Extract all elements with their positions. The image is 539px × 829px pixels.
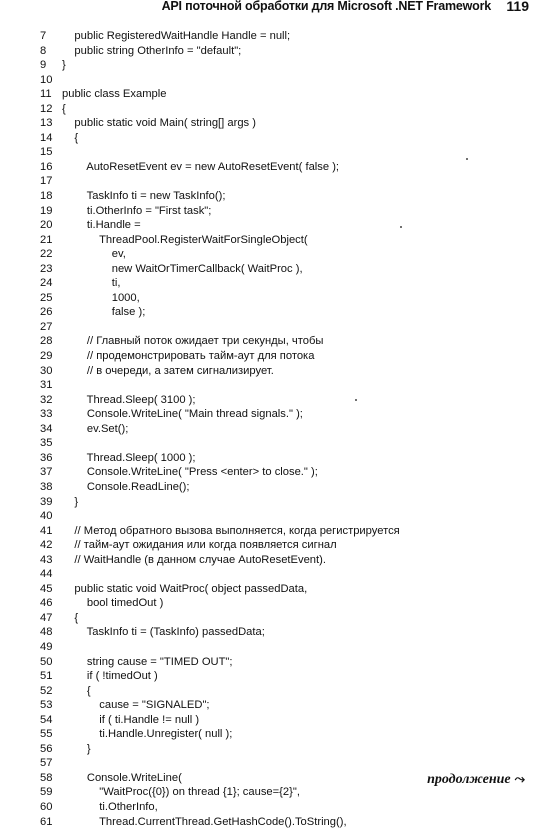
code-line [40,87,520,102]
line-number: 19 [40,204,53,217]
code-text: { [62,684,91,697]
code-line [40,742,520,757]
code-line [40,58,520,73]
line-number: 42 [40,539,53,552]
code-line [40,145,520,160]
line-number: 41 [40,524,53,537]
code-line [40,582,520,597]
code-text: ti.OtherInfo = "First task"; [62,204,212,217]
code-line [40,436,520,451]
code-line [40,524,520,539]
line-number: 57 [40,757,53,770]
line-number: 17 [40,175,53,188]
line-number: 49 [40,640,53,653]
running-title: API поточной обработки для Microsoft .NET Framework [161,0,491,13]
code-text: Console.WriteLine( "Press <enter> to close." ); [62,466,318,479]
line-number: 58 [40,771,53,784]
code-text: string cause = "TIMED OUT"; [62,655,233,668]
line-number: 18 [40,190,53,203]
code-line [40,625,520,640]
line-number: 56 [40,742,53,755]
scan-speck [400,226,402,228]
line-number: 53 [40,699,53,712]
code-text: TaskInfo ti = new TaskInfo(); [62,190,226,203]
scan-speck [355,399,357,401]
continued-footer [427,771,525,788]
code-text: if ( !timedOut ) [62,670,158,683]
line-number: 46 [40,597,53,610]
code-line [40,611,520,626]
code-line [40,407,520,422]
code-line [40,451,520,466]
code-text: ev.Set(); [62,422,129,435]
line-number: 24 [40,277,53,290]
line-number: 11 [40,88,52,101]
line-number: 59 [40,786,53,799]
line-number: 32 [40,393,53,406]
line-number: 37 [40,466,53,479]
code-text: ti, [62,277,121,290]
code-text: ti.Handle.Unregister( null ); [62,728,233,741]
code-text: ThreadPool.RegisterWaitForSingleObject( [62,233,308,246]
line-number: 10 [40,73,53,86]
code-line [40,174,520,189]
code-line [40,364,520,379]
page-number: 119 [506,0,529,14]
code-text: ti.OtherInfo, [62,800,158,813]
code-line [40,393,520,408]
line-number: 34 [40,422,53,435]
code-listing [40,29,520,829]
code-line [40,538,520,553]
line-number: 12 [40,102,53,115]
code-text: bool timedOut ) [62,597,164,610]
code-text: Thread.Sleep( 1000 ); [62,451,196,464]
line-number: 9 [40,59,47,72]
line-number: 29 [40,350,53,363]
line-number: 23 [40,262,53,275]
line-number: 52 [40,684,53,697]
code-text: public RegisteredWaitHandle Handle = null; [62,30,291,42]
line-number: 14 [40,131,53,144]
page-header [0,0,539,16]
code-line [40,116,520,131]
line-number: 60 [40,800,53,813]
code-line [40,305,520,320]
code-text: // Метод обратного вызова выполняется, когда регистрируется [62,524,400,537]
code-text: { [62,131,79,144]
code-text: if ( ti.Handle != null ) [62,713,200,726]
code-text: // продемонстрировать тайм-аут для потока [62,350,315,363]
code-text: } [62,742,91,755]
line-number: 39 [40,495,53,508]
line-number: 48 [40,626,53,639]
line-number: 27 [40,320,53,333]
line-number: 50 [40,655,53,668]
code-text: new WaitOrTimerCallback( WaitProc ), [62,262,303,275]
code-text: cause = "SIGNALED"; [62,699,210,712]
code-line [40,349,520,364]
line-number: 36 [40,451,53,464]
code-text: } [62,59,66,72]
code-text: Console.WriteLine( [62,771,182,784]
line-number: 26 [40,306,53,319]
code-line [40,378,520,393]
line-number: 43 [40,553,53,566]
code-text: public static void WaitProc( object passedData, [62,582,308,595]
line-number: 38 [40,480,53,493]
line-number: 13 [40,117,53,130]
code-text: TaskInfo ti = (TaskInfo) passedData; [62,626,265,639]
code-text: "WaitProc({0}) on thread {1}; cause={2}", [62,786,300,799]
code-line [40,320,520,335]
line-number: 28 [40,335,53,348]
code-text: Console.WriteLine( "Main thread signals." ); [62,408,303,421]
code-text: ti.Handle = [62,219,141,232]
code-text: public static void Main( string[] args ) [62,117,256,130]
code-line [40,218,520,233]
code-text: false ); [62,306,146,319]
code-line [40,233,520,248]
code-text: AutoResetEvent ev = new AutoResetEvent( false ); [62,160,340,173]
code-line [40,160,520,175]
line-number: 31 [40,379,53,392]
code-line [40,756,520,771]
code-line [40,698,520,713]
code-line [40,815,520,829]
code-line [40,189,520,204]
code-text: // тайм-аут ожидания или когда появляется сигнал [62,539,337,552]
line-number: 45 [40,582,53,595]
line-number: 8 [40,44,47,57]
line-number: 61 [40,815,53,828]
line-number: 55 [40,728,53,741]
line-number: 20 [40,219,53,232]
line-number: 21 [40,233,53,246]
code-text: // Главный поток ожидает три секунды, чтобы [62,335,324,348]
code-line [40,553,520,568]
code-text: } [62,495,79,508]
code-line [40,131,520,146]
line-number: 22 [40,248,53,261]
code-line [40,247,520,262]
line-number: 15 [40,146,53,159]
line-number: 16 [40,160,53,173]
line-number: 7 [40,30,47,42]
line-number: 33 [40,408,53,421]
code-line [40,684,520,699]
line-number: 47 [40,611,53,624]
scan-speck [466,158,468,160]
code-line [40,102,520,117]
code-line [40,73,520,88]
code-line [40,727,520,742]
line-number: 25 [40,291,53,304]
code-text: Thread.CurrentThread.GetHashCode().ToString(), [62,815,347,828]
code-line [40,655,520,670]
line-number: 30 [40,364,53,377]
continued-arrow-icon: ⤳ [514,771,525,786]
code-text: Thread.Sleep( 3100 ); [62,393,196,406]
code-text: Console.ReadLine(); [62,480,190,493]
code-line [40,291,520,306]
code-text: 1000, [62,291,140,304]
code-line [40,29,520,44]
code-text: { [62,102,66,115]
code-line [40,204,520,219]
code-line [40,495,520,510]
code-line [40,509,520,524]
code-line [40,640,520,655]
line-number: 54 [40,713,53,726]
code-text: ev, [62,248,126,261]
code-text: // в очереди, а затем сигнализирует. [62,364,274,377]
code-line [40,44,520,59]
code-line [40,276,520,291]
code-line [40,465,520,480]
continued-label: продолжение [427,772,511,787]
code-text: // WaitHandle (в данном случае AutoResetEvent). [62,553,326,566]
line-number: 51 [40,670,53,683]
code-line [40,669,520,684]
code-line [40,334,520,349]
code-line [40,262,520,277]
code-text: public class Example [62,88,167,101]
code-line [40,422,520,437]
code-line [40,800,520,815]
line-number: 44 [40,568,53,581]
code-line [40,480,520,495]
code-line [40,567,520,582]
line-number: 40 [40,510,53,523]
code-text: public string OtherInfo = "default"; [62,44,242,57]
code-line [40,596,520,611]
line-number: 35 [40,437,53,450]
code-line [40,713,520,728]
code-text: { [62,611,79,624]
